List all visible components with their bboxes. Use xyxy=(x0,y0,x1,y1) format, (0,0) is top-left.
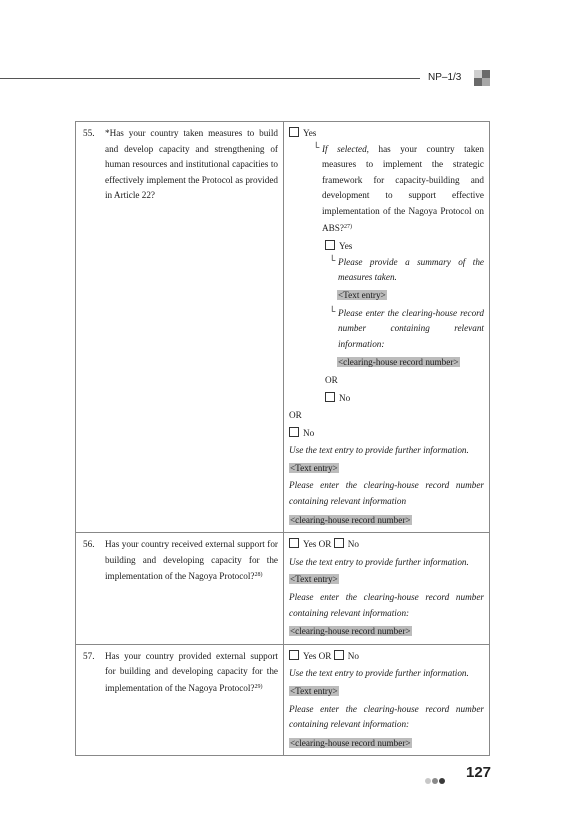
table-row xyxy=(76,122,490,533)
text-entry-field[interactable]: <Text entry> xyxy=(290,462,338,473)
record-prompt: Please enter the clearing-house record number containing relevant information: xyxy=(289,703,484,730)
table-row xyxy=(76,644,490,756)
no-label: No xyxy=(347,650,359,661)
record-number-field[interactable]: <clearing-house record number> xyxy=(290,626,411,637)
table-row xyxy=(76,533,490,645)
document-code: NP–1/3 xyxy=(428,72,462,83)
yes-checkbox[interactable] xyxy=(289,538,299,548)
branch-arrow-icon: └ xyxy=(313,141,320,152)
branch-arrow-icon: └ xyxy=(329,254,336,265)
sub-yes-label: Yes xyxy=(339,241,353,252)
footnote-ref: 29) xyxy=(254,684,263,690)
yes-label: Yes xyxy=(303,539,317,550)
footnote-ref: 28) xyxy=(254,572,263,579)
yes-checkbox[interactable] xyxy=(289,127,299,137)
no-checkbox[interactable] xyxy=(334,538,344,548)
record-prompt: Please enter the clearing-house record number containing relevant information: xyxy=(289,592,484,618)
page-dots-icon xyxy=(425,771,446,789)
yes-checkbox[interactable] xyxy=(289,650,299,660)
follow-up-question: has your country taken measures to implement the strategic framework for capacity-building and development to support effective implementation of the Nagoya Protocol on ABS? xyxy=(322,143,484,233)
or-separator: OR xyxy=(318,650,332,661)
use-text-instruction: Use the text entry to provide further information. xyxy=(289,668,469,679)
question-number: 57. xyxy=(83,650,95,661)
record-number-field[interactable]: <clearing-house record number> xyxy=(290,514,411,525)
no-label: No xyxy=(347,539,359,550)
record-prompt: Please enter the clearing-house record number containing relevant information xyxy=(289,480,484,507)
yes-label: Yes xyxy=(303,128,317,138)
or-separator: OR xyxy=(289,410,302,421)
sub-no-label: No xyxy=(339,392,351,403)
or-separator: OR xyxy=(318,539,332,550)
question-cell xyxy=(76,533,284,645)
header-rule xyxy=(0,78,420,79)
if-selected-label: If selected, xyxy=(322,143,369,154)
answer-cell xyxy=(284,122,490,533)
branch-arrow-icon: └ xyxy=(329,305,336,316)
question-number: 56. xyxy=(83,539,95,550)
record-number-field[interactable]: <clearing-house record number> xyxy=(290,737,411,748)
question-text: Has your country provided external support for building and developing capacity for the implementation of the Nagoya Protocol? xyxy=(105,650,278,693)
question-text: *Has your country taken measures to build and develop capacity and strengthening of human resources and institutional capacities to effectively implement the Protocol as provided in Article 22? xyxy=(105,128,278,201)
no-checkbox[interactable] xyxy=(334,650,344,660)
text-entry-field[interactable]: <Text entry> xyxy=(338,289,386,300)
use-text-instruction: Use the text entry to provide further information. xyxy=(289,445,469,456)
question-cell xyxy=(76,644,284,756)
question-number: 55. xyxy=(83,128,95,138)
question-text: Has your country received external support for building and developing capacity for the implementation of the Nagoya Protocol? xyxy=(105,539,278,582)
record-number-field[interactable]: <clearing-house record number> xyxy=(338,357,459,368)
yes-label: Yes xyxy=(303,650,317,661)
answer-cell xyxy=(284,533,490,645)
or-separator: OR xyxy=(325,374,338,385)
corner-ornament-icon xyxy=(474,70,490,86)
page-number: 127 xyxy=(466,764,492,781)
text-entry-field[interactable]: <Text entry> xyxy=(290,686,338,696)
questionnaire-table xyxy=(75,121,490,756)
answer-cell xyxy=(284,644,490,756)
sub-yes-checkbox[interactable] xyxy=(325,240,335,250)
no-checkbox[interactable] xyxy=(289,427,299,437)
no-label: No xyxy=(303,427,315,438)
record-prompt: Please enter the clearing-house record number containing relevant information: xyxy=(338,307,484,349)
sub-no-checkbox[interactable] xyxy=(325,392,335,402)
text-entry-field[interactable]: <Text entry> xyxy=(290,574,338,585)
footnote-ref: 27) xyxy=(343,223,352,230)
use-text-instruction: Use the text entry to provide further information. xyxy=(289,556,469,567)
question-cell xyxy=(76,122,284,533)
summary-prompt: Please provide a summary of the measures taken. xyxy=(338,256,484,283)
